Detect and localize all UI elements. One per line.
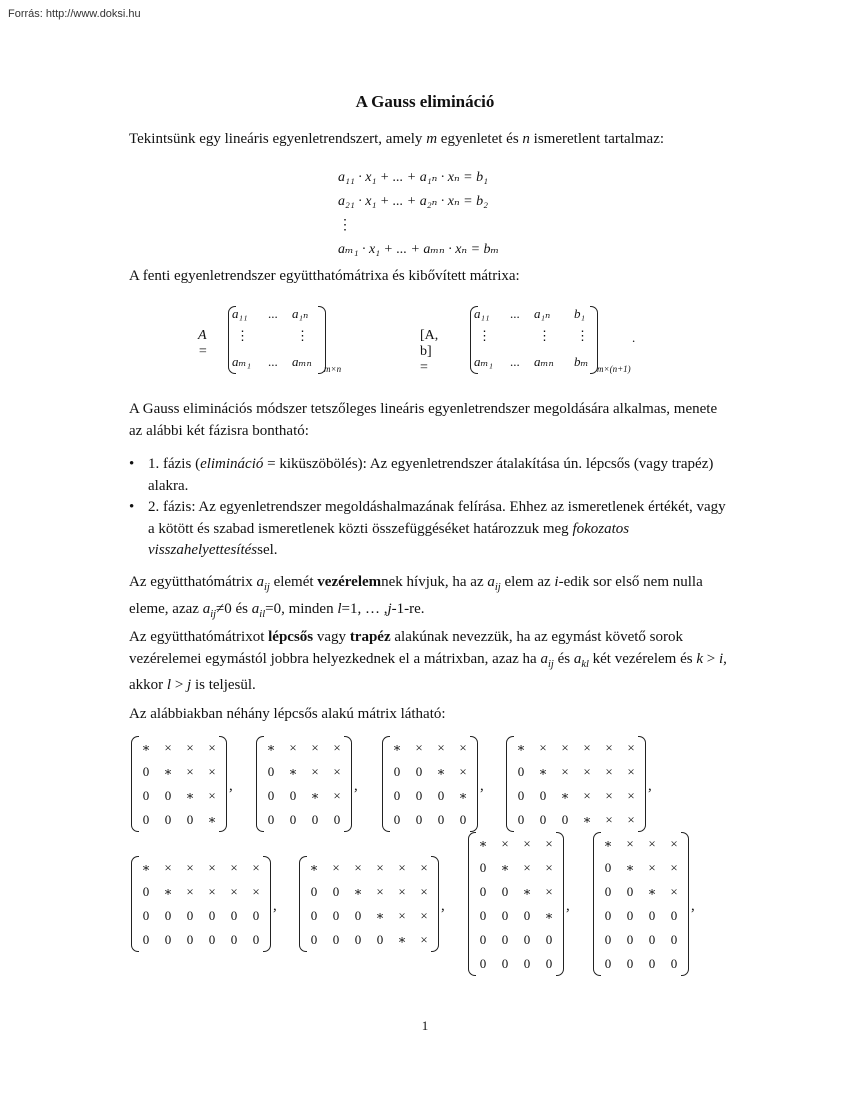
matrix-cell: ×: [545, 884, 553, 899]
matrix-cell: ×: [583, 740, 591, 755]
matrix-cell: 0: [501, 932, 509, 947]
step-form-definition: Az együtthatómátrixot lépcsős vagy trapéz alakúnak nevezzük, ha az egymást követő sorok vezérelemei egymástól jobbra helyezkednek el a mátrixban, azaz ha $a_{ij}$ és $a_{kl}$ két vezérelem és k > i, akkor l > j is teljesül.: [129, 629, 727, 693]
matrix-cell: 0: [164, 932, 172, 947]
matrix-cell: ∗: [353, 884, 363, 899]
matrix-cell: ×: [605, 764, 613, 779]
matrix-cell: 0: [479, 956, 487, 971]
matrix-cell: ×: [545, 836, 553, 851]
matrix-cell: 0: [479, 908, 487, 923]
matrix-cell: ×: [186, 860, 194, 875]
matrix-cell: ∗: [141, 860, 151, 875]
matrix-cell: 0: [437, 788, 445, 803]
matrix-cell: ∗: [582, 812, 592, 827]
matrix-cell: ×: [420, 884, 428, 899]
example-matrix: [135, 856, 277, 952]
matrix-cell: ×: [420, 932, 428, 947]
matrix-cell: 0: [501, 884, 509, 899]
matrix-cell: 0: [561, 812, 569, 827]
equation-row-1: a₁₁ · x₁ + ... + a₁ₙ · xₙ = b₁: [338, 170, 488, 185]
matrix-cell: ×: [333, 788, 341, 803]
matrix-cell: 0: [415, 788, 423, 803]
matrix-cell: ∗: [141, 740, 151, 755]
matrix-cell: ×: [627, 788, 635, 803]
matrix-cell: 0: [437, 812, 445, 827]
matrix-cell: 0: [208, 908, 216, 923]
matrix-cell: 0: [545, 932, 553, 947]
matrix-cell: ×: [252, 860, 260, 875]
matrix-separator: ,: [273, 898, 277, 914]
matrix-cell: ×: [252, 884, 260, 899]
matrix-cell: 0: [604, 932, 612, 947]
matrix-cell: ∗: [458, 788, 468, 803]
matrix-separator: ,: [480, 778, 484, 794]
matrix-cell: 0: [604, 860, 612, 875]
matrix-cell: 0: [230, 908, 238, 923]
matrix-cell: ∗: [185, 788, 195, 803]
matrix-cell: 0: [670, 956, 678, 971]
matrix-cell: 0: [332, 932, 340, 947]
matrix-cell: 0: [517, 764, 525, 779]
matrix-cell: ×: [501, 836, 509, 851]
matrix-separator: ,: [441, 898, 445, 914]
matrix-cell: 0: [267, 788, 275, 803]
equation-vdots: ⋮: [338, 218, 352, 233]
phase-2-item: • 2. fázis: Az egyenletrendszer megoldáshalmazának felírása. Ehhez az ismeretlenek értékét, vagy a kötött és szabad ismeretlenek közti összefüggéséket határozzuk meg fokozatos visszahelyettesítéssel.: [129, 497, 729, 562]
matrix-cell: ∗: [309, 860, 319, 875]
matrix-cell: 0: [604, 956, 612, 971]
intro-paragraph: Tekintsünk egy lineáris egyenletrendszert, amely m egyenletet és n ismeretlent tartalmaz:: [129, 131, 665, 147]
matrix-cell: ×: [626, 836, 634, 851]
matrix-cell: ×: [376, 860, 384, 875]
matrix-cell: 0: [648, 908, 656, 923]
matrix-cell: 0: [479, 932, 487, 947]
matrix-cell: 0: [333, 812, 341, 827]
matrix-cell: 0: [393, 812, 401, 827]
matrix-cell: 0: [523, 932, 531, 947]
matrix-cell: ∗: [538, 764, 548, 779]
matrix-cell: 0: [142, 788, 150, 803]
matrix-cell: ×: [670, 884, 678, 899]
matrix-cell: 0: [376, 932, 384, 947]
matrix-cell: 0: [648, 932, 656, 947]
matrix-cell: ∗: [560, 788, 570, 803]
matrix-cell: ∗: [288, 764, 298, 779]
matrix-cell: ∗: [207, 812, 217, 827]
matrix-separator: ,: [229, 778, 233, 794]
matrix-cell: 0: [310, 932, 318, 947]
matrix-cell: ×: [627, 764, 635, 779]
matrix-cell: ∗: [163, 764, 173, 779]
matrix-cell: ×: [208, 788, 216, 803]
matrix-cell: ×: [561, 764, 569, 779]
matrix-intro: A fenti egyenletrendszer együtthatómátrixa és kibővített mátrixa:: [129, 268, 520, 284]
matrix-cell: ×: [420, 908, 428, 923]
source-note: Forrás: http://www.doksi.hu: [8, 8, 141, 20]
matrix-cell: 0: [289, 788, 297, 803]
matrix-cell: ∗: [392, 740, 402, 755]
matrix-cell: 0: [142, 908, 150, 923]
matrix-cell: ×: [208, 860, 216, 875]
matrix-separator: ,: [566, 898, 570, 914]
matrix-cell: 0: [604, 884, 612, 899]
page-number: 1: [421, 1018, 429, 1033]
matrix-cell: 0: [311, 812, 319, 827]
matrix-cell: ×: [376, 884, 384, 899]
matrix-cell: ×: [648, 860, 656, 875]
matrix-cell: 0: [479, 884, 487, 899]
example-matrix: [597, 832, 695, 976]
matrix-cell: ×: [230, 884, 238, 899]
matrix-cell: 0: [626, 956, 634, 971]
matrix-cell: 0: [670, 908, 678, 923]
matrix-cell: 0: [289, 812, 297, 827]
matrix-cell: 0: [479, 860, 487, 875]
matrix-cell: ×: [605, 812, 613, 827]
matrix-cell: 0: [459, 812, 467, 827]
matrix-cell: 0: [164, 908, 172, 923]
matrix-cell: 0: [354, 908, 362, 923]
matrix-cell: ×: [208, 884, 216, 899]
matrix-cell: ×: [459, 764, 467, 779]
matrix-cell: ×: [230, 860, 238, 875]
matrix-cell: ×: [627, 740, 635, 755]
equation-system: [338, 166, 499, 262]
matrix-cell: ×: [605, 788, 613, 803]
matrix-cell: ×: [333, 764, 341, 779]
matrix-cell: ×: [545, 860, 553, 875]
example-matrix: [386, 736, 484, 832]
examples-intro: Az alábbiakban néhány lépcsős alakú mátrix látható:: [129, 706, 446, 722]
matrix-cell: ∗: [522, 884, 532, 899]
matrix-cell: 0: [545, 956, 553, 971]
matrix-cell: ×: [311, 740, 319, 755]
matrix-cell: ×: [354, 860, 362, 875]
matrix-cell: ×: [415, 740, 423, 755]
matrix-cell: 0: [230, 932, 238, 947]
matrix-separator: ,: [648, 778, 652, 794]
matrix-cell: 0: [523, 908, 531, 923]
equation-row-m: aₘ₁ · x₁ + ... + aₘₙ · xₙ = bₘ: [338, 242, 500, 257]
matrix-cell: ×: [583, 764, 591, 779]
phase-1-item: • 1. fázis (elimináció = kiküszöbölés): Az egyenletrendszer átalakítása ún. lépcsős (vagy trapéz) alakra.: [129, 454, 729, 497]
matrix-separator: ,: [691, 898, 695, 914]
matrix-cell: 0: [186, 932, 194, 947]
matrix-cell: ∗: [625, 860, 635, 875]
matrix-cell: 0: [670, 932, 678, 947]
matrix-cell: 0: [539, 812, 547, 827]
matrix-cell: ∗: [603, 836, 613, 851]
example-matrix: [303, 856, 445, 952]
matrix-cell: 0: [523, 956, 531, 971]
matrix-cell: ×: [459, 740, 467, 755]
matrix-a-label: A =: [198, 328, 208, 359]
matrix-cell: 0: [393, 764, 401, 779]
matrix-ab-label: [A, b] =: [420, 328, 439, 375]
matrix-cell: ×: [398, 884, 406, 899]
matrix-cell: 0: [142, 932, 150, 947]
matrix-cell: 0: [164, 788, 172, 803]
matrix-cell: 0: [310, 908, 318, 923]
matrix-cell: 0: [501, 908, 509, 923]
matrix-cell: ∗: [266, 740, 276, 755]
matrix-cell: ∗: [544, 908, 554, 923]
matrix-cell: ×: [311, 764, 319, 779]
matrix-cell: ×: [539, 740, 547, 755]
matrix-cell: 0: [648, 956, 656, 971]
matrix-cell: ×: [164, 740, 172, 755]
matrix-cell: ×: [333, 740, 341, 755]
matrix-cell: ×: [398, 908, 406, 923]
matrix-cell: 0: [415, 764, 423, 779]
matrix-cell: 0: [252, 932, 260, 947]
matrix-cell: 0: [252, 908, 260, 923]
matrix-cell: 0: [501, 956, 509, 971]
matrix-cell: ∗: [397, 932, 407, 947]
matrix-cell: ×: [398, 860, 406, 875]
pivot-definition: Az együtthatómátrix $a_{ij}$ elemét vezérelemnek hívjuk, ha az $a_{ij}$ elem az i-edik sor első nem nulla eleme, azaz $a_{ij}\ne 0$ és $a_{il}=0$, minden l=1, … ,j-1-re.: [129, 574, 703, 620]
matrix-cell: 0: [332, 884, 340, 899]
matrix-cell: 0: [267, 812, 275, 827]
matrix-cell: ×: [670, 860, 678, 875]
matrix-cell: 0: [626, 884, 634, 899]
page-title: A Gauss elimináció: [355, 92, 495, 111]
matrix-cell: ∗: [375, 908, 385, 923]
matrix-cell: ×: [523, 860, 531, 875]
matrix-cell: ∗: [436, 764, 446, 779]
matrix-cell: ∗: [478, 836, 488, 851]
matrix-cell: 0: [142, 884, 150, 899]
matrix-cell: ×: [670, 836, 678, 851]
matrix-cell: 0: [604, 908, 612, 923]
matrix-cell: 0: [415, 812, 423, 827]
matrix-cell: ×: [523, 836, 531, 851]
matrix-cell: ×: [583, 788, 591, 803]
matrix-cell: 0: [626, 908, 634, 923]
matrix-cell: 0: [354, 932, 362, 947]
matrix-cell: 0: [142, 812, 150, 827]
example-matrix: [510, 736, 652, 832]
matrix-cell: ×: [289, 740, 297, 755]
matrix-cell: 0: [517, 812, 525, 827]
matrix-cell: 0: [142, 764, 150, 779]
matrix-cell: ×: [420, 860, 428, 875]
matrix-cell: 0: [267, 764, 275, 779]
matrix-cell: 0: [164, 812, 172, 827]
matrix-cell: ×: [627, 812, 635, 827]
matrix-cell: 0: [208, 932, 216, 947]
matrix-cell: ×: [186, 764, 194, 779]
phase-list: [129, 454, 729, 562]
matrix-cell: 0: [186, 908, 194, 923]
matrix-cell: 0: [186, 812, 194, 827]
matrix-cell: ×: [164, 860, 172, 875]
matrix-cell: 0: [539, 788, 547, 803]
matrix-cell: ×: [648, 836, 656, 851]
matrix-cell: 0: [393, 788, 401, 803]
matrix-cell: 0: [626, 932, 634, 947]
matrix-cell: 0: [517, 788, 525, 803]
matrix-cell: 0: [332, 908, 340, 923]
example-matrix: [472, 832, 570, 976]
matrix-cell: ×: [561, 740, 569, 755]
matrix-cell: ×: [208, 740, 216, 755]
matrix-cell: ∗: [647, 884, 657, 899]
matrix-cell: ×: [605, 740, 613, 755]
matrix-cell: 0: [310, 884, 318, 899]
matrix-cell: ×: [437, 740, 445, 755]
matrix-cell: ∗: [500, 860, 510, 875]
matrix-cell: ×: [208, 764, 216, 779]
matrix-cell: ∗: [310, 788, 320, 803]
matrix-cell: ×: [186, 740, 194, 755]
matrix-cell: ×: [186, 884, 194, 899]
example-matrix: [135, 736, 233, 832]
matrix-cell: ∗: [163, 884, 173, 899]
matrix-cell: ∗: [516, 740, 526, 755]
example-matrix: [260, 736, 358, 832]
method-paragraph: A Gauss eliminációs módszer tetszőleges lineáris egyenletrendszer megoldására alkalmas, menete az alábbi két fázisra bontható:: [129, 401, 718, 439]
equation-row-2: a₂₁ · x₁ + ... + a₂ₙ · xₙ = b₂: [338, 194, 488, 209]
matrix-cell: ×: [332, 860, 340, 875]
matrix-separator: ,: [354, 778, 358, 794]
